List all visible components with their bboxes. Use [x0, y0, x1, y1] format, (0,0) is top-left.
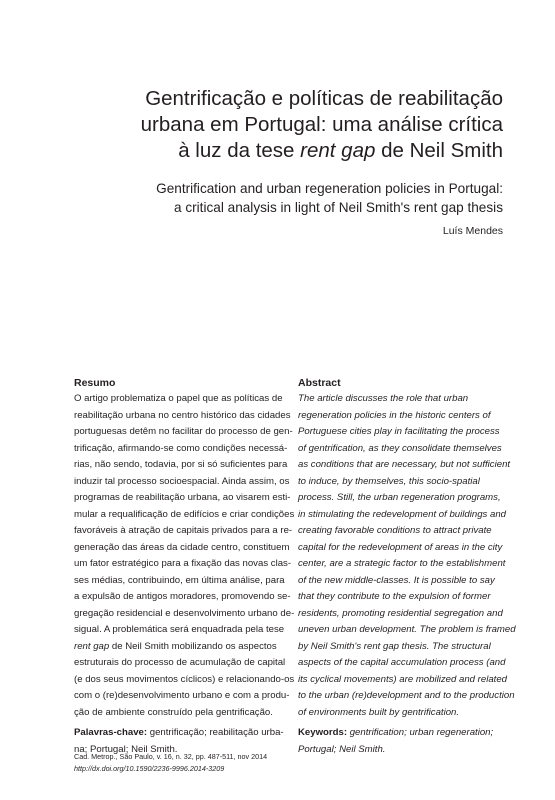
abstract-line: Portuguese cities play in facilitating the process [298, 426, 500, 437]
abstract-line: in stimulating the redevelopment of buildings and [298, 508, 506, 520]
resumo-heading: Resumo [74, 377, 116, 389]
resumo-line: sigual. A problemática será enquadrada pela tese [74, 624, 285, 635]
title-line-3 [83, 138, 503, 164]
keywords-line-1 [298, 725, 512, 742]
abstract-line: The article discusses the role that urban [298, 393, 469, 404]
abstract-line: as conditions that are necessary, but not sufficient [298, 459, 511, 470]
article-title [83, 86, 503, 164]
title-line-3-post: de Neil Smith [375, 139, 503, 162]
title-line-3-em: rent gap [300, 139, 376, 162]
resumo-line: a expulsão de antigos moradores, promovendo se- [74, 591, 291, 602]
resumo-line: (e dos seus movimentos cíclicos) e relacionando-os [74, 673, 295, 685]
resumo-body [74, 391, 295, 721]
keywords-line-2: Portugal; Neil Smith. [298, 743, 386, 755]
palavras-chave-line-2: na; Portugal; Neil Smith. [74, 743, 178, 755]
abstract-line: that they contribute to the expulsion of former [298, 591, 491, 602]
abstract-line: by Neil Smith's rent gap thesis. The structural [298, 640, 491, 652]
subtitle-line-2: a critical analysis in light of Neil Smith's rent gap thesis [174, 199, 503, 215]
english-title [63, 180, 503, 217]
resumo-line: rias, não sendo, todavia, por si só suficientes para [74, 459, 288, 470]
abstract-line: center, are a strategic factor to the establishment [298, 558, 506, 569]
abstract-line: to the urban (re)development and to the production [298, 690, 515, 701]
abstract-heading: Abstract [298, 377, 341, 389]
abstract-line: of the new middle-classes. It is possible to say [298, 574, 495, 586]
resumo-line: estruturais do processo de acumulação de capital [74, 657, 286, 668]
resumo-line: O artigo problematiza o papel que as políticas de [74, 393, 283, 404]
resumo-line: ção de ambiente construído pela gentrificação. [74, 706, 273, 718]
resumo-line: induzir tal processo socioespacial. Ainda assim, os [74, 475, 290, 487]
abstract-line: capital for the redevelopment of areas in the city [298, 541, 503, 553]
subtitle-line-1: Gentrification and urban regeneration policies in Portugal: [156, 181, 503, 196]
resumo-line: programas de reabilitação urbana, ao visarem esti- [74, 492, 291, 503]
footer-doi: http://dx.doi.org/10.1590/2236-9996.2014-3209 [74, 764, 225, 773]
abstract-line: of environments built by gentrification. [298, 706, 460, 718]
resumo-rent-gap: rent gap [74, 640, 110, 652]
keywords [298, 725, 512, 758]
resumo-line: favoráveis à atração de capitais privados para a re- [74, 525, 293, 536]
abstract-line: to induce, by themselves, this socio-spatial [298, 475, 480, 487]
resumo-line: ses médias, contribuindo, em última análise, para [74, 574, 285, 586]
abstract-line: aspects of the capital accumulation process (and [298, 657, 506, 668]
resumo-line: um fator estratégico para a fixação das novas clas- [74, 558, 292, 569]
abstract-line: its cyclical movements) are mobilized and related [298, 673, 508, 685]
abstract-line: uneven urban development. The problem is framed [298, 624, 516, 635]
abstract-line: residents, promoting residential segregation and [298, 607, 503, 619]
title-line-1: Gentrificação e políticas de reabilitação [145, 87, 503, 110]
resumo-line-rest: de Neil Smith mobilizando os aspectos [109, 640, 277, 652]
palavras-chave-text: gentrificação; reabilitação urba- [147, 727, 284, 738]
resumo-line: trificação, afirmando-se como condições necessá- [74, 442, 288, 454]
resumo-line: com o (re)desenvolvimento urbano e com a produ- [74, 690, 290, 701]
title-line-2: urbana em Portugal: uma análise crítica [140, 113, 503, 136]
resumo-line: generação das áreas da cidade centro, constituem [74, 541, 290, 553]
abstract-line: of gentrification, as they consolidate themselves [298, 442, 502, 454]
keywords-label: Keywords: [298, 727, 348, 738]
resumo-line: mular a requalificação de edifícios e criar condições [74, 508, 295, 520]
resumo-line [74, 639, 282, 656]
resumo-line: gregação residencial e desenvolvimento urbano de- [74, 607, 295, 619]
author-name: Luís Mendes [442, 225, 503, 237]
abstract-body [298, 391, 516, 721]
footer-citation: Cad. Metrop., São Paulo, v. 16, n. 32, pp. 487-511, nov 2014 [74, 752, 268, 761]
keywords-text: gentrification; urban regeneration; [347, 727, 494, 738]
palavras-chave-line-1 [74, 725, 282, 742]
resumo-line: reabilitação urbana no centro histórico das cidades [74, 409, 291, 421]
title-line-3-pre: à luz da tese [178, 139, 301, 162]
abstract-line: process. Still, the urban regeneration programs, [298, 492, 501, 503]
page-footer [74, 751, 267, 775]
resumo-section [74, 376, 295, 758]
abstract-section [298, 376, 516, 758]
abstract-line: creating favorable conditions to attract private [298, 525, 492, 536]
palavras-chave-label: Palavras-chave: [74, 727, 148, 738]
resumo-line: portuguesas detêm no facilitar do processo de gen- [74, 426, 293, 437]
abstract-line: regeneration policies in the historic centers of [298, 409, 491, 421]
